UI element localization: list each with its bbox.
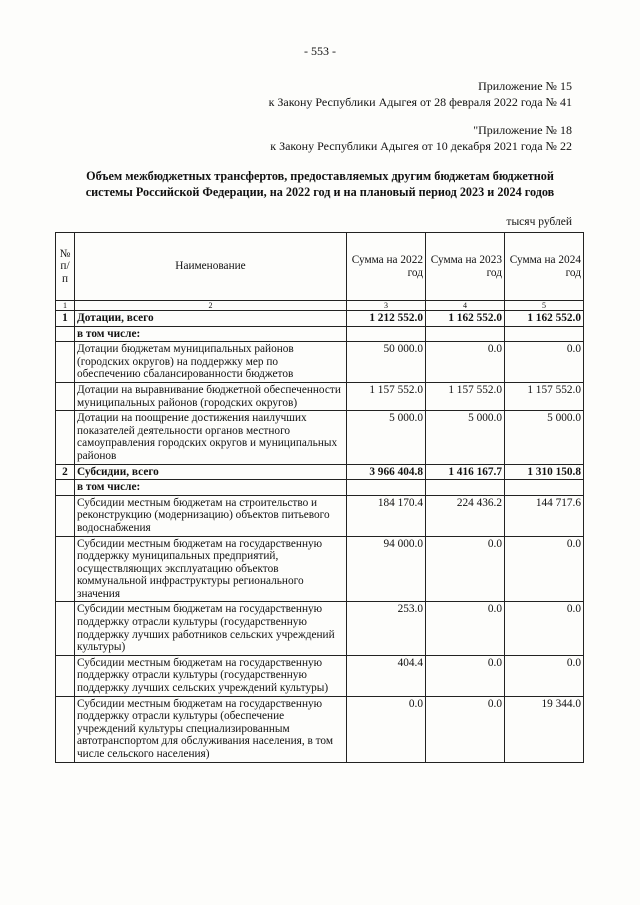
row-value-2023: 0.0	[426, 602, 505, 655]
row-value-2024: 1 310 150.8	[505, 464, 584, 480]
row-number: 1	[56, 311, 75, 327]
row-name: Субсидии местным бюджетам на государственную поддержку отрасли культуры (обеспечение учреждений культуры специализированным автотранспортом для обслуживания населения, в том числе сельского населения)	[75, 696, 347, 762]
row-value-2022: 0.0	[347, 696, 426, 762]
row-name: в том числе:	[75, 480, 347, 496]
row-value-2023: 224 436.2	[426, 495, 505, 536]
page-number: - 553 -	[304, 44, 336, 58]
row-name: Дотации на поощрение достижения наилучших показателей деятельности органов местного самоуправления городских округов и муниципальных районов	[75, 411, 347, 464]
row-value-2023: 0.0	[426, 342, 505, 383]
row-number	[56, 480, 75, 496]
column-index: 2	[75, 301, 347, 311]
table-row	[56, 480, 584, 496]
row-name: Дотации, всего	[75, 311, 347, 327]
column-index: 4	[426, 301, 505, 311]
appendix-reference-15	[269, 78, 572, 110]
row-value-2022: 94 000.0	[347, 536, 426, 602]
header-num: № п/п	[56, 233, 75, 301]
table-row	[56, 495, 584, 536]
appendix-18-law: к Закону Республики Адыгея от 10 декабря 2021 года № 22	[270, 139, 572, 153]
row-value-2023	[426, 326, 505, 342]
row-value-2024: 144 717.6	[505, 495, 584, 536]
title-line-2: системы Российской Федерации, на 2022 год и на плановый период 2023 и 2024 годов	[85, 185, 555, 199]
row-number	[56, 655, 75, 696]
table-row	[56, 696, 584, 762]
row-value-2022: 50 000.0	[347, 342, 426, 383]
row-value-2022: 3 966 404.8	[347, 464, 426, 480]
row-value-2022: 1 212 552.0	[347, 311, 426, 327]
table-row	[56, 311, 584, 327]
row-number	[56, 536, 75, 602]
row-value-2024	[505, 326, 584, 342]
row-name: Дотации бюджетам муниципальных районов (городских округов) на поддержку мер по обеспечению сбалансированности бюджетов	[75, 342, 347, 383]
document-title	[50, 168, 590, 200]
appendix-reference-18	[270, 122, 572, 154]
row-number	[56, 411, 75, 464]
row-name: Субсидии, всего	[75, 464, 347, 480]
row-value-2023: 0.0	[426, 655, 505, 696]
header-2024: Сумма на 2024 год	[505, 233, 584, 301]
row-value-2022: 1 157 552.0	[347, 382, 426, 410]
row-value-2022: 184 170.4	[347, 495, 426, 536]
row-name: Субсидии местным бюджетам на строительство и реконструкцию (модернизацию) объектов питьевого водоснабжения	[75, 495, 347, 536]
row-number	[56, 382, 75, 410]
units-label: тысяч рублей	[506, 216, 572, 228]
row-value-2023	[426, 480, 505, 496]
table-row	[56, 536, 584, 602]
appendix-15-law: к Закону Республики Адыгея от 28 февраля 2022 года № 41	[268, 95, 572, 109]
title-line-1: Объем межбюджетных трансфертов, предоставляемых другим бюджетам бюджетной	[86, 169, 554, 183]
table-row	[56, 655, 584, 696]
table-row	[56, 411, 584, 464]
row-value-2024: 5 000.0	[505, 411, 584, 464]
row-value-2023: 0.0	[426, 536, 505, 602]
row-value-2024: 0.0	[505, 602, 584, 655]
row-value-2024: 19 344.0	[505, 696, 584, 762]
row-value-2023: 1 416 167.7	[426, 464, 505, 480]
row-value-2024: 0.0	[505, 342, 584, 383]
row-value-2024: 0.0	[505, 536, 584, 602]
column-index: 1	[56, 301, 75, 311]
header-2022: Сумма на 2022 год	[347, 233, 426, 301]
header-name: Наименование	[75, 233, 347, 301]
row-value-2023: 1 157 552.0	[426, 382, 505, 410]
row-number	[56, 495, 75, 536]
table-row	[56, 342, 584, 383]
header-2023: Сумма на 2023 год	[426, 233, 505, 301]
row-value-2023: 5 000.0	[426, 411, 505, 464]
row-number	[56, 326, 75, 342]
row-value-2022	[347, 480, 426, 496]
row-value-2022	[347, 326, 426, 342]
table-row	[56, 326, 584, 342]
row-name: Дотации на выравнивание бюджетной обеспеченности муниципальных районов (городских округов)	[75, 382, 347, 410]
row-value-2024: 0.0	[505, 655, 584, 696]
row-number	[56, 342, 75, 383]
row-value-2022: 5 000.0	[347, 411, 426, 464]
column-index: 3	[347, 301, 426, 311]
transfers-table	[55, 232, 584, 763]
row-number	[56, 696, 75, 762]
row-value-2023: 1 162 552.0	[426, 311, 505, 327]
row-number	[56, 602, 75, 655]
appendix-18-title: "Приложение № 18	[473, 123, 572, 137]
row-number: 2	[56, 464, 75, 480]
row-value-2022: 404.4	[347, 655, 426, 696]
row-name: в том числе:	[75, 326, 347, 342]
table-row	[56, 464, 584, 480]
column-index-row	[56, 301, 584, 311]
table-row	[56, 602, 584, 655]
row-value-2024: 1 157 552.0	[505, 382, 584, 410]
row-value-2024	[505, 480, 584, 496]
row-name: Субсидии местным бюджетам на государственную поддержку муниципальных предприятий, осуществляющих эксплуатацию объектов коммунальной инфраструктуры регионального значения	[75, 536, 347, 602]
column-index: 5	[505, 301, 584, 311]
row-value-2024: 1 162 552.0	[505, 311, 584, 327]
row-value-2022: 253.0	[347, 602, 426, 655]
row-value-2023: 0.0	[426, 696, 505, 762]
row-name: Субсидии местным бюджетам на государственную поддержку отрасли культуры (государственную поддержку лучших сельских учреждений культуры)	[75, 655, 347, 696]
table-row	[56, 382, 584, 410]
appendix-15-title: Приложение № 15	[478, 79, 572, 93]
row-name: Субсидии местным бюджетам на государственную поддержку отрасли культуры (государственную поддержку лучших работников сельских учреждений культуры)	[75, 602, 347, 655]
